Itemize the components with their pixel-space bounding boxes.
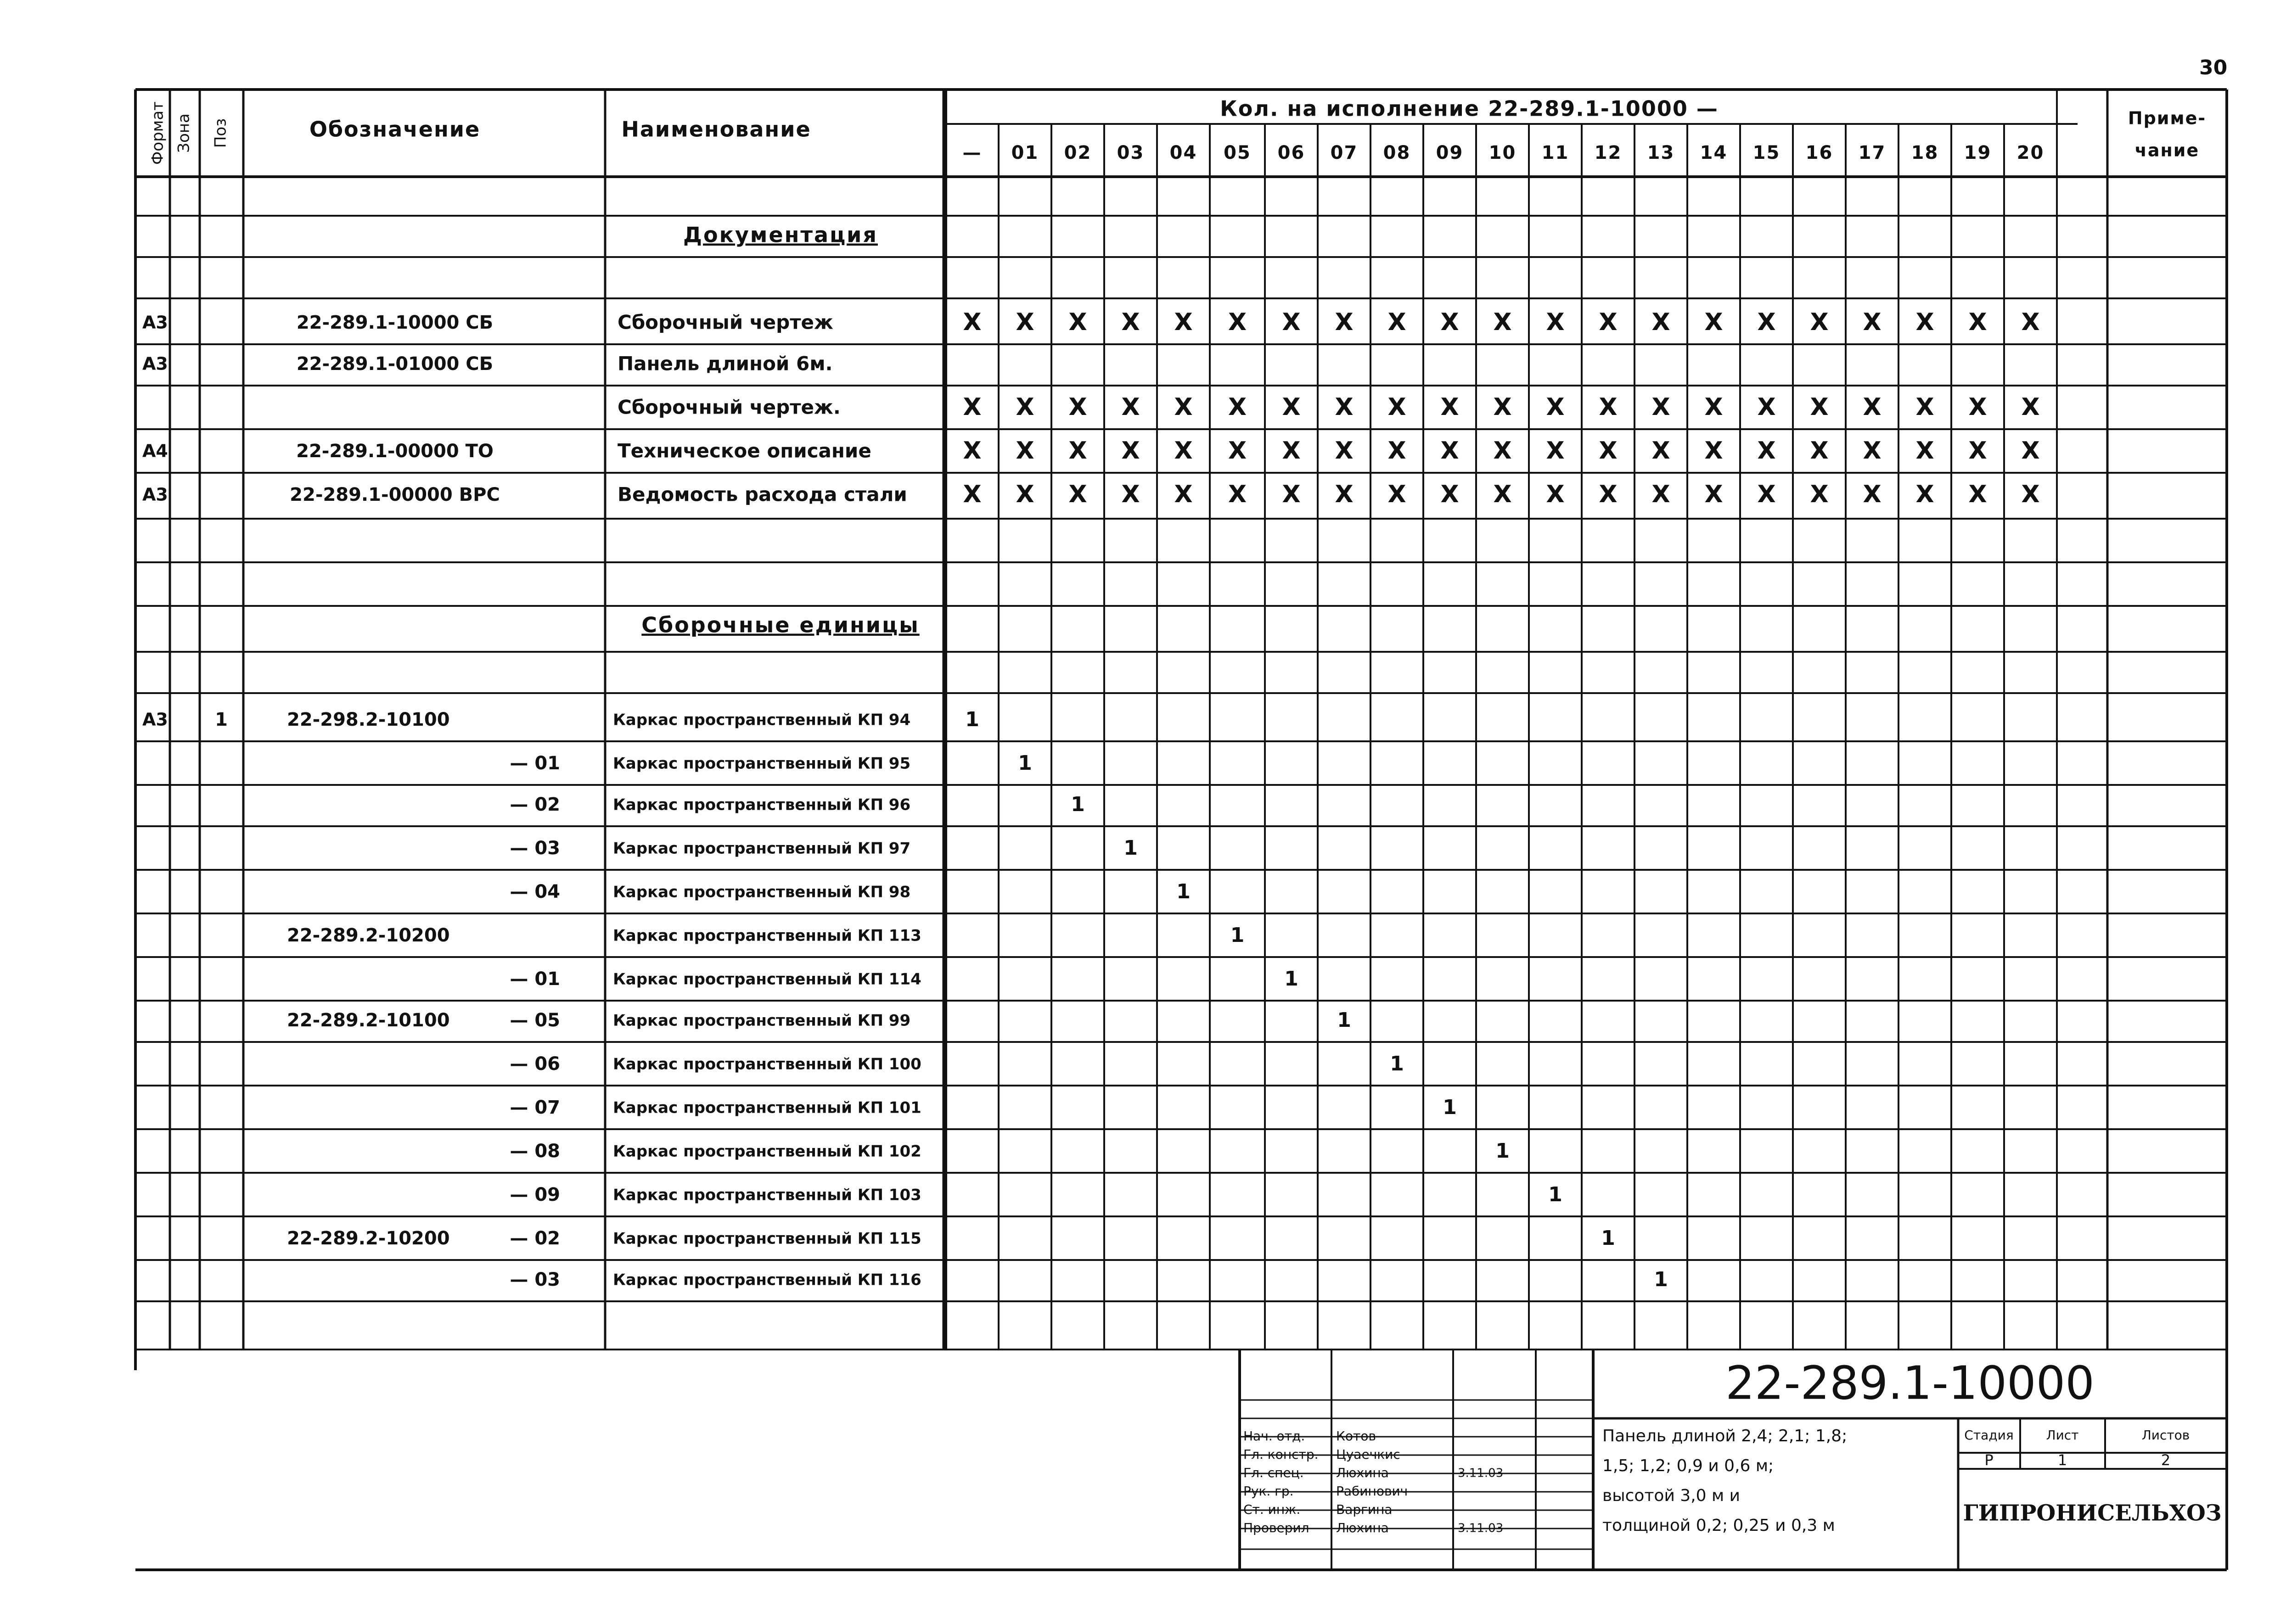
doc-row-mark: X xyxy=(1968,481,1987,508)
role-name: Рабинович xyxy=(1336,1484,1408,1499)
doc-row-mark: X xyxy=(1810,437,1829,465)
asm-row-qty: 1 xyxy=(965,708,979,731)
doc-row-mark: X xyxy=(1651,308,1670,336)
variant-header-15: 15 xyxy=(1752,142,1780,163)
variant-header-6: 06 xyxy=(1277,142,1305,163)
asm-row-name: Каркас пространственный КП 99 xyxy=(613,1011,911,1030)
variant-header-3: 03 xyxy=(1117,142,1145,163)
title-line: толщиной 0,2; 0,25 и 0,3 м xyxy=(1602,1516,1835,1535)
role-name: Цуаечкис xyxy=(1336,1447,1400,1462)
sheet-number: 30 xyxy=(2199,56,2228,79)
doc-row-mark: X xyxy=(1440,481,1459,508)
doc-row-designation: 22-289.1-00000 ТО xyxy=(296,441,494,462)
asm-row-suffix: — 03 xyxy=(510,838,560,859)
stage-label: Стадия xyxy=(1964,1428,2014,1443)
doc-row-name: Техническое описание xyxy=(618,439,871,462)
doc-row-mark: X xyxy=(2021,393,2040,421)
doc-row-mark: X xyxy=(1335,393,1354,421)
format-header: Формат xyxy=(148,101,167,165)
doc-row-mark: X xyxy=(963,308,982,336)
doc-row-mark: X xyxy=(1968,437,1987,465)
doc-row-mark: X xyxy=(963,481,982,508)
asm-row-qty: 1 xyxy=(1123,836,1138,860)
doc-row-mark: X xyxy=(1757,393,1776,421)
asm-row-qty: 1 xyxy=(1230,924,1245,947)
doc-row-mark: X xyxy=(1440,437,1459,465)
asm-row-name: Каркас пространственный КП 103 xyxy=(613,1186,921,1204)
doc-row-mark: X xyxy=(1174,308,1193,336)
doc-row-mark: X xyxy=(1810,393,1829,421)
doc-row-mark: X xyxy=(1863,393,1882,421)
asm-row-name: Каркас пространственный КП 115 xyxy=(613,1229,921,1248)
role-name: Варгина xyxy=(1336,1502,1393,1517)
doc-row-mark: X xyxy=(1282,481,1301,508)
doc-row-mark: X xyxy=(1068,437,1087,465)
doc-row-mark: X xyxy=(1121,308,1140,336)
role-label: Ст. инж. xyxy=(1243,1502,1301,1517)
document-code: 22-289.1-10000 xyxy=(1725,1356,2095,1410)
variant-header-19: 19 xyxy=(1964,142,1992,163)
variant-header-20: 20 xyxy=(2016,142,2044,163)
title-line: 1,5; 1,2; 0,9 и 0,6 м; xyxy=(1602,1456,1774,1475)
variant-header-4: 04 xyxy=(1169,142,1197,163)
role-name: Люхина xyxy=(1336,1465,1389,1480)
doc-row-name: Панель длиной 6м. xyxy=(618,352,833,375)
doc-row-mark: X xyxy=(1599,308,1618,336)
doc-row-mark: X xyxy=(1546,481,1565,508)
doc-row-mark: X xyxy=(1757,481,1776,508)
variant-header-13: 13 xyxy=(1647,142,1675,163)
doc-row-mark: X xyxy=(1174,481,1193,508)
doc-row-mark: X xyxy=(1174,437,1193,465)
title-line: высотой 3,0 м и xyxy=(1602,1486,1740,1505)
doc-row-mark: X xyxy=(1757,437,1776,465)
asm-row-name: Каркас пространственный КП 94 xyxy=(613,711,911,729)
sheet-value: 1 xyxy=(2057,1451,2067,1469)
doc-row-mark: X xyxy=(2021,308,2040,336)
variant-header-14: 14 xyxy=(1700,142,1728,163)
asm-row-suffix: — 09 xyxy=(510,1184,560,1205)
doc-row-mark: X xyxy=(1546,393,1565,421)
asm-row-name: Каркас пространственный КП 95 xyxy=(613,754,911,773)
doc-row-mark: X xyxy=(1121,393,1140,421)
doc-row-mark: X xyxy=(1174,393,1193,421)
organization-name: ГИПРОНИСЕЛЬХОЗ xyxy=(1963,1500,2222,1526)
asm-row-suffix: — 01 xyxy=(510,969,560,990)
asm-row-qty: 1 xyxy=(1071,793,1085,816)
asm-row-designation: 22-289.2-10200 xyxy=(287,1228,450,1249)
asm-row-name: Каркас пространственный КП 113 xyxy=(613,926,921,945)
variant-header-2: 02 xyxy=(1064,142,1092,163)
zone-header: Зона xyxy=(174,113,193,153)
doc-row-mark: X xyxy=(1915,437,1934,465)
role-date: 3.11.03 xyxy=(1458,1466,1504,1480)
variant-header-5: 05 xyxy=(1224,142,1251,163)
section-assembly: Сборочные единицы xyxy=(641,612,920,638)
asm-row-name: Каркас пространственный КП 100 xyxy=(613,1055,921,1074)
role-label: Нач. отд. xyxy=(1243,1428,1305,1444)
doc-row-mark: X xyxy=(1651,437,1670,465)
section-documentation: Документация xyxy=(683,222,878,247)
doc-row-mark: X xyxy=(1651,481,1670,508)
role-label: Рук. гр. xyxy=(1243,1484,1294,1499)
doc-row-mark: X xyxy=(1282,393,1301,421)
doc-row-name: Сборочный чертеж. xyxy=(618,396,841,419)
doc-row-mark: X xyxy=(1440,308,1459,336)
doc-row-mark: X xyxy=(1915,393,1934,421)
doc-row-mark: X xyxy=(1704,437,1723,465)
variant-header-0: — xyxy=(962,142,982,163)
asm-row-name: Каркас пространственный КП 102 xyxy=(613,1142,921,1161)
doc-row-format: А3 xyxy=(142,484,168,505)
doc-row-mark: X xyxy=(1968,393,1987,421)
asm-row-format: А3 xyxy=(142,709,168,730)
asm-row-name: Каркас пространственный КП 114 xyxy=(613,970,921,989)
asm-row-suffix: — 01 xyxy=(510,753,560,774)
doc-row-mark: X xyxy=(1016,437,1034,465)
doc-row-mark: X xyxy=(1228,437,1247,465)
variant-header-9: 09 xyxy=(1436,142,1464,163)
note-header-line2: чание xyxy=(2134,140,2200,161)
doc-row-mark: X xyxy=(1493,437,1512,465)
asm-row-qty: 1 xyxy=(1176,880,1191,903)
pos-header: Поз xyxy=(211,118,230,148)
doc-row-mark: X xyxy=(1068,393,1087,421)
variant-header-12: 12 xyxy=(1594,142,1622,163)
doc-row-mark: X xyxy=(1387,437,1406,465)
doc-row-mark: X xyxy=(1121,481,1140,508)
asm-row-pos: 1 xyxy=(215,709,228,730)
doc-row-mark: X xyxy=(1599,393,1618,421)
asm-row-suffix: — 04 xyxy=(510,881,560,902)
role-date: 3.11.03 xyxy=(1458,1521,1504,1535)
doc-row-mark: X xyxy=(1387,481,1406,508)
name-header: Наименование xyxy=(621,117,811,142)
asm-row-qty: 1 xyxy=(1284,967,1298,991)
asm-row-name: Каркас пространственный КП 96 xyxy=(613,795,911,814)
doc-row-designation: 22-289.1-00000 ВРС xyxy=(290,484,500,505)
sheets-value: 2 xyxy=(2161,1451,2171,1469)
doc-row-mark: X xyxy=(1228,308,1247,336)
asm-row-designation: 22-298.2-10100 xyxy=(287,709,450,730)
doc-row-mark: X xyxy=(1016,481,1034,508)
title-line: Панель длиной 2,4; 2,1; 1,8; xyxy=(1602,1427,1848,1445)
doc-row-mark: X xyxy=(1335,308,1354,336)
doc-row-mark: X xyxy=(963,437,982,465)
doc-row-mark: X xyxy=(1546,437,1565,465)
doc-row-mark: X xyxy=(2021,437,2040,465)
doc-row-format: А4 xyxy=(142,441,168,461)
asm-row-suffix: — 02 xyxy=(510,794,560,815)
doc-row-format: А3 xyxy=(142,353,168,374)
variant-header-18: 18 xyxy=(1911,142,1939,163)
doc-row-mark: X xyxy=(1335,481,1354,508)
variant-header-8: 08 xyxy=(1383,142,1411,163)
doc-row-mark: X xyxy=(2021,481,2040,508)
doc-row-mark: X xyxy=(1968,308,1987,336)
doc-row-mark: X xyxy=(1387,308,1406,336)
doc-row-mark: X xyxy=(1651,393,1670,421)
doc-row-mark: X xyxy=(1546,308,1565,336)
doc-row-mark: X xyxy=(1282,308,1301,336)
doc-row-mark: X xyxy=(1810,308,1829,336)
asm-row-qty: 1 xyxy=(1495,1139,1510,1163)
doc-row-mark: X xyxy=(1915,308,1934,336)
doc-row-mark: X xyxy=(1121,437,1140,465)
asm-row-suffix: — 03 xyxy=(510,1269,560,1290)
asm-row-qty: 1 xyxy=(1390,1052,1404,1075)
doc-row-mark: X xyxy=(1387,393,1406,421)
doc-row-mark: X xyxy=(1493,308,1512,336)
variant-header-10: 10 xyxy=(1488,142,1517,163)
doc-row-name: Сборочный чертеж xyxy=(618,311,833,334)
doc-row-mark: X xyxy=(1282,437,1301,465)
asm-row-suffix: — 02 xyxy=(510,1228,560,1249)
role-name: Люхина xyxy=(1336,1520,1389,1535)
asm-row-suffix: — 05 xyxy=(510,1010,560,1031)
asm-row-name: Каркас пространственный КП 116 xyxy=(613,1271,921,1289)
variant-header-17: 17 xyxy=(1858,142,1886,163)
asm-row-qty: 1 xyxy=(1018,751,1032,775)
doc-row-designation: 22-289.1-10000 СБ xyxy=(296,312,494,333)
doc-row-mark: X xyxy=(1863,437,1882,465)
doc-row-mark: X xyxy=(1068,481,1087,508)
doc-row-mark: X xyxy=(1228,481,1247,508)
doc-row-mark: X xyxy=(1863,481,1882,508)
doc-row-mark: X xyxy=(1228,393,1247,421)
doc-row-mark: X xyxy=(1335,437,1354,465)
role-label: Проверил xyxy=(1243,1520,1309,1535)
doc-row-mark: X xyxy=(1704,393,1723,421)
stage-value: Р xyxy=(1984,1451,1994,1469)
variant-header-16: 16 xyxy=(1805,142,1833,163)
asm-row-qty: 1 xyxy=(1443,1096,1457,1119)
doc-row-format: А3 xyxy=(142,312,168,333)
asm-row-name: Каркас пространственный КП 101 xyxy=(613,1098,921,1117)
asm-row-suffix: — 07 xyxy=(510,1097,560,1118)
asm-row-qty: 1 xyxy=(1654,1268,1668,1291)
sheets-label: Листов xyxy=(2141,1428,2190,1443)
role-label: Гл. спец. xyxy=(1243,1465,1304,1480)
doc-row-name: Ведомость расхода стали xyxy=(618,483,907,506)
doc-row-mark: X xyxy=(1599,437,1618,465)
asm-row-designation: 22-289.2-10200 xyxy=(287,925,450,946)
variant-header-1: 01 xyxy=(1011,142,1039,163)
asm-row-suffix: — 08 xyxy=(510,1141,560,1162)
asm-row-qty: 1 xyxy=(1337,1008,1351,1032)
doc-row-mark: X xyxy=(1493,393,1512,421)
doc-row-mark: X xyxy=(1016,393,1034,421)
doc-row-mark: X xyxy=(1599,481,1618,508)
qty-header-title: Кол. на исполнение 22-289.1-10000 — xyxy=(1220,96,1719,121)
doc-row-mark: X xyxy=(963,393,982,421)
role-label: Гл. констр. xyxy=(1243,1447,1319,1462)
asm-row-qty: 1 xyxy=(1548,1183,1562,1206)
asm-row-name: Каркас пространственный КП 97 xyxy=(613,839,911,858)
doc-row-mark: X xyxy=(1757,308,1776,336)
doc-row-mark: X xyxy=(1915,481,1934,508)
doc-row-mark: X xyxy=(1068,308,1087,336)
doc-row-mark: X xyxy=(1016,308,1034,336)
doc-row-mark: X xyxy=(1863,308,1882,336)
asm-row-name: Каркас пространственный КП 98 xyxy=(613,883,911,902)
role-name: Котов xyxy=(1336,1428,1376,1444)
doc-row-mark: X xyxy=(1704,308,1723,336)
doc-row-mark: X xyxy=(1810,481,1829,508)
variant-header-11: 11 xyxy=(1541,142,1569,163)
variant-header-7: 07 xyxy=(1330,142,1358,163)
designation-header: Обозначение xyxy=(309,117,481,142)
sheet-label: Лист xyxy=(2046,1428,2079,1443)
note-header: Приме- xyxy=(2128,108,2207,129)
doc-row-mark: X xyxy=(1440,393,1459,421)
asm-row-qty: 1 xyxy=(1601,1226,1615,1250)
doc-row-mark: X xyxy=(1493,481,1512,508)
doc-row-mark: X xyxy=(1704,481,1723,508)
asm-row-suffix: — 06 xyxy=(510,1053,560,1075)
asm-row-designation: 22-289.2-10100 xyxy=(287,1010,450,1031)
doc-row-designation: 22-289.1-01000 СБ xyxy=(296,353,494,375)
